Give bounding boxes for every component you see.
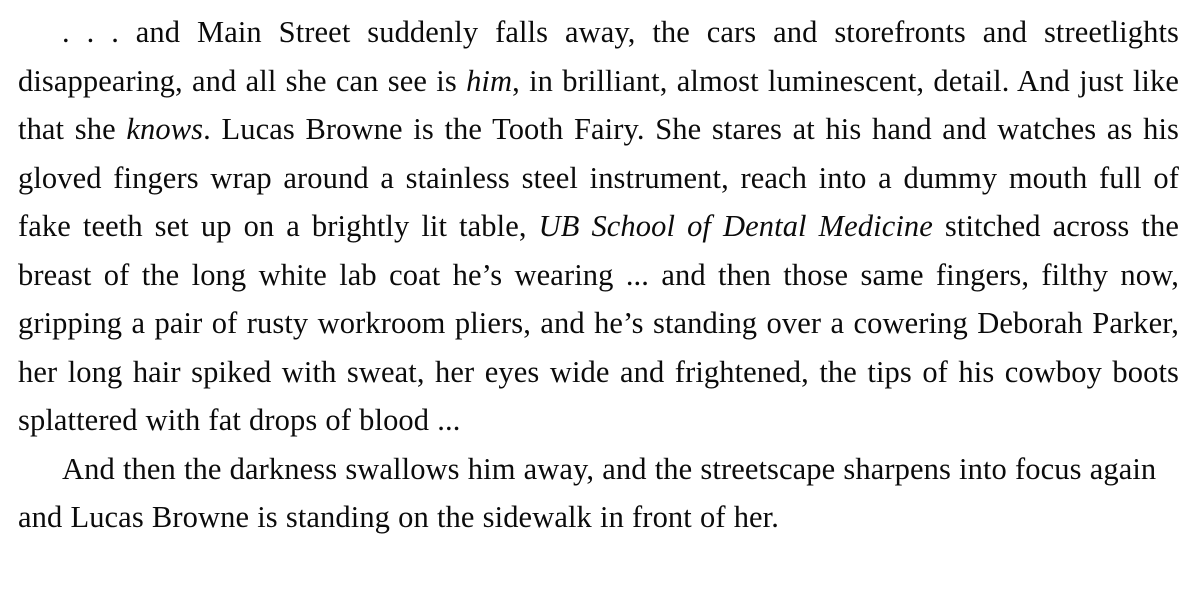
text-run-italic: UB School of Dental Medicine <box>538 209 933 243</box>
text-run-italic: knows <box>126 112 204 146</box>
text-run-italic: him <box>466 63 513 98</box>
text-run: . Lucas Browne is the Tooth Fairy. She stares at his hand and watches as his gloved fingers wrap around a stainless steel instrument, reach into a dummy mouth full of fake teeth set up on a brightly lit table, <box>18 112 1179 243</box>
text-run: stitched across the breast of the long white lab coat he’s wearing ... and then those same fingers, filthy now, gripping a pair of rusty workroom pliers, and he’s standing over a cowering Deborah Parker, her long hair spiked with sweat, her eyes wide and frightened, the tips of his cowboy boots splattered with fat drops of blood ... <box>18 209 1179 437</box>
text-run: And then the darkness swallows him away, and the streetscape sharpens into focus again and Lucas Browne is standing on the sidewalk in front of her. <box>18 451 1157 534</box>
document-body <box>18 8 1179 542</box>
paragraph-1 <box>18 8 1179 445</box>
text-run: , in brilliant, almost luminescent, detail. And just like that she <box>18 63 1179 146</box>
text-run: . . . and Main Street suddenly falls away, the cars and storefronts and streetlights disappearing, and all she can see is <box>18 15 1179 98</box>
paragraph-2 <box>18 445 1179 542</box>
